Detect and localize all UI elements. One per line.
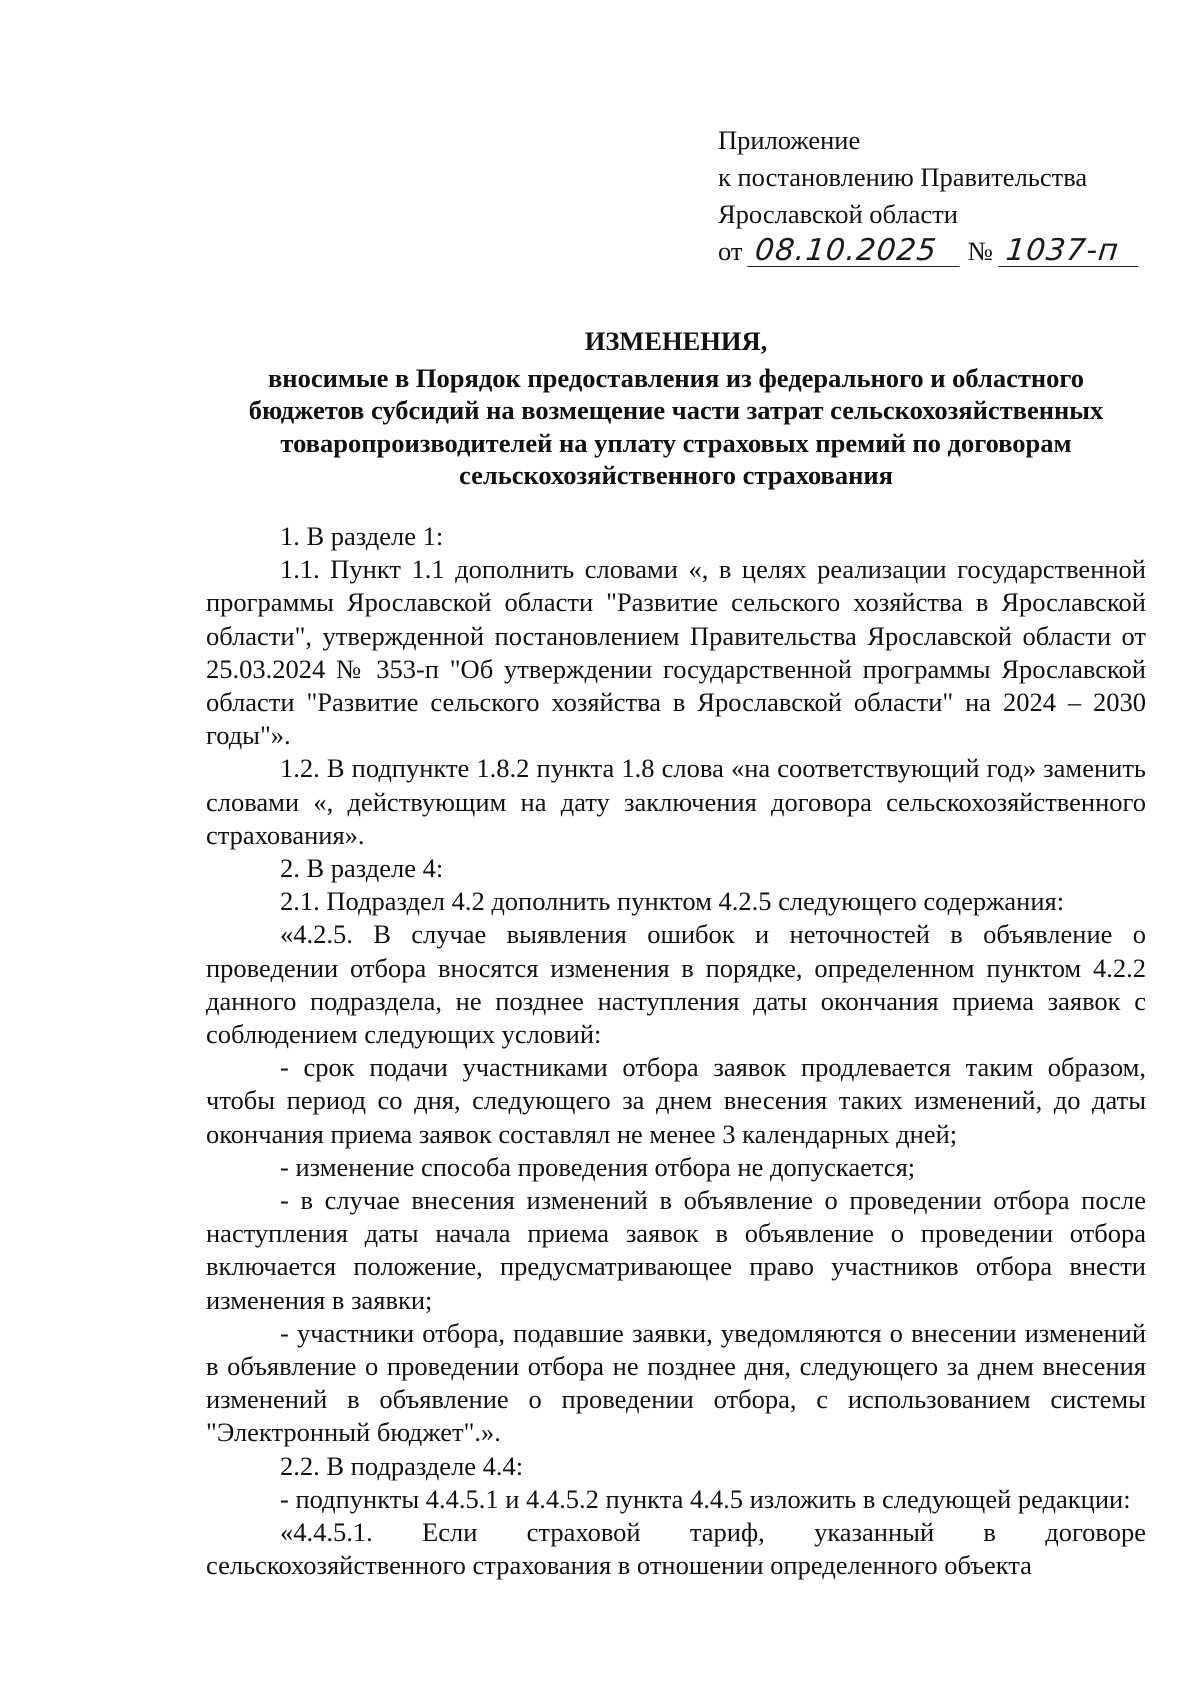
paragraph-4-4-5-1: «4.4.5.1. Если страховой тариф, указанный в договоре сельскохозяйственного страхования в отношении определенного объекта	[206, 1517, 1146, 1581]
paragraph-2-2: 2.2. В подразделе 4.4:	[280, 1450, 524, 1481]
date-prefix: от	[718, 236, 743, 266]
subtitle-line-2: бюджетов субсидий на возмещение части затрат сельскохозяйственных	[248, 395, 1104, 425]
paragraph-section-2: 2. В разделе 4:	[280, 853, 444, 884]
handwritten-date: 08.10.2025	[747, 236, 962, 267]
list-item-notification: - участники отбора, подавшие заявки, уведомляются о внесении изменений в объявление о проведении отбора не позднее дня, следующего за днем внесения изменений в объявление о проведении отбора, с использованием системы "Электронный бюджет".».	[206, 1317, 1146, 1448]
decree-reference	[718, 233, 1158, 270]
paragraph-2-1: 2.1. Подраздел 4.2 дополнить пунктом 4.2.5 следующего содержания:	[280, 886, 1065, 917]
number-prefix: №	[967, 236, 994, 266]
paragraph-1-1: 1.1. Пункт 1.1 дополнить словами «, в целях реализации государственной программы Ярославской области "Развитие сельского хозяйства в Ярославской области", утвержденной постановлением Правительства Ярославской области от 25.03.2024 № 353-п "Об утверждении государственной программы Ярославской области "Развитие сельского хозяйства в Ярославской области" на 2024 – 2030 годы"».	[206, 554, 1146, 751]
title-main: ИЗМЕНЕНИЯ,	[584, 326, 768, 356]
subtitle-line-1: вносимые в Порядок предоставления из федерального и областного	[267, 362, 1085, 393]
paragraph-4-2-5: «4.2.5. В случае выявления ошибок и неточностей в объявление о проведении отбора вносятся изменения в порядке, определенном пунктом 4.2.2 данного подраздела, не позднее наступления даты окончания приема заявок с соблюдением следующих условий:	[206, 919, 1146, 1050]
subtitle-line-4: сельскохозяйственного страхования	[459, 460, 893, 490]
appendix-line-3: Ярославской области	[718, 199, 958, 229]
document-title	[206, 325, 1146, 492]
appendix-line-2: к постановлению Правительства	[718, 162, 1088, 192]
list-item-method: - изменение способа проведения отбора не допускается;	[280, 1151, 916, 1182]
list-item-deadline: - срок подачи участниками отбора заявок продлевается таким образом, чтобы период со дня, следующего за днем внесения таких изменений, до даты окончания приема заявок составлял не менее 3 календарных дней;	[206, 1052, 1146, 1149]
document-body	[206, 520, 1146, 1583]
subtitle-line-3: товаропроизводителей на уплату страховых премий по договорам	[280, 427, 1072, 458]
paragraph-section-1: 1. В разделе 1:	[280, 521, 444, 551]
handwritten-number: 1037-п	[998, 236, 1141, 267]
appendix-header	[718, 122, 1158, 270]
list-item-subpoints: - подпункты 4.4.5.1 и 4.4.5.2 пункта 4.4.5 изложить в следующей редакции:	[280, 1483, 1131, 1514]
paragraph-1-2: 1.2. В подпункте 1.8.2 пункта 1.8 слова «на соответствующий год» заменить словами «, действующим на дату заключения договора сельскохозяйственного страхования».	[206, 753, 1146, 850]
list-item-amendment: - в случае внесения изменений в объявление о проведении отбора после наступления даты начала приема заявок в объявление о проведении отбора включается положение, предусматривающее право участников отбора внести изменения в заявки;	[206, 1185, 1146, 1315]
appendix-line-1: Приложение	[718, 125, 861, 155]
